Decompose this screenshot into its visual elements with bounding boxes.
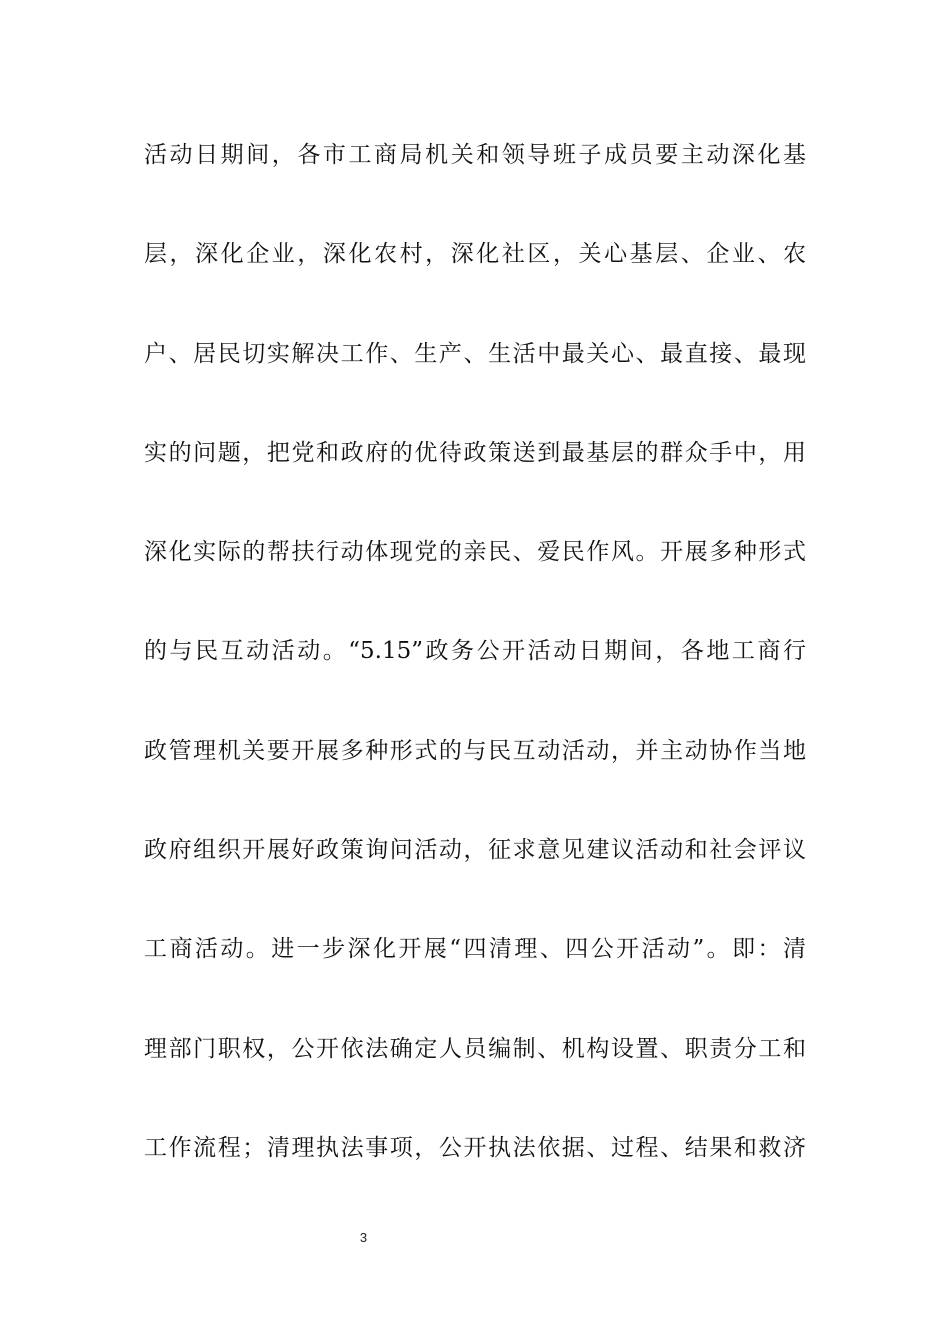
text-line-1: 活动日期间，各市工商局机关和领导班子成员要主动深化基 [144, 142, 806, 168]
text-line-2: 层，深化企业，深化农村，深化社区，关心基层、企业、农 [144, 241, 806, 268]
text-line-8: 政府组织开展好政策询问活动，征求意见建议活动和社会评议 [144, 837, 806, 864]
body-text [144, 133, 806, 1225]
text-line-10: 理部门职权，公开依法确定人员编制、机构设置、职责分工和 [144, 1035, 806, 1062]
text-line-11: 工作流程；清理执法事项，公开执法依据、过程、结果和救济 [144, 1134, 806, 1161]
page-number: 3 [359, 1230, 368, 1245]
text-line-3: 户、居民切实解决工作、生产、生活中最关心、最直接、最现 [144, 340, 806, 367]
text-line-4: 实的问题，把党和政府的优待政策送到最基层的群众手中，用 [144, 439, 806, 466]
text-line-9: 工商活动。进一步深化开展“四清理、四公开活动”。即：清 [144, 936, 806, 963]
text-line-6: 的与民互动活动。“5.15”政务公开活动日期间，各地工商行 [144, 638, 806, 665]
text-line-7: 政管理机关要开展多种形式的与民互动活动，并主动协作当地 [144, 737, 806, 764]
text-line-5: 深化实际的帮扶行动体现党的亲民、爱民作风。开展多种形式 [144, 539, 806, 566]
